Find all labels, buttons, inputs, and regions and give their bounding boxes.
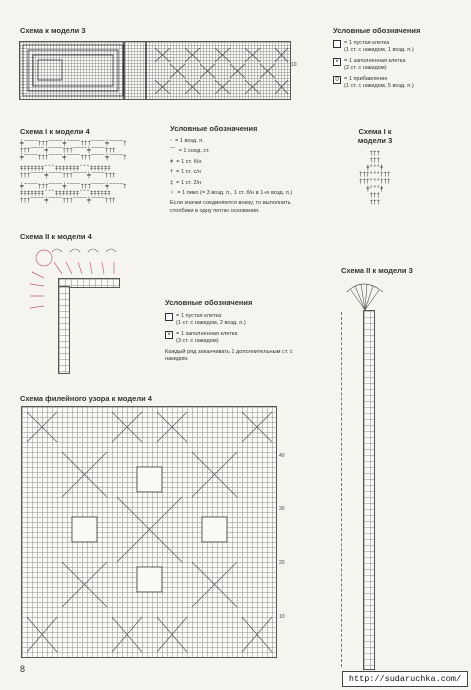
legend-mid-item-chain: ◦ = 1 возд. п.	[170, 138, 204, 144]
filet-row-20: 20	[279, 560, 285, 566]
double-crochet-icon: †	[170, 169, 174, 176]
scheme1m3-title: Схема I к модели 3	[357, 127, 393, 145]
legend-mid-item-tr: ‡ = 1 ст. 2/н	[170, 179, 202, 186]
legend-mid-item-picot: ♀ = 1 пико (= 3 возд. п., 1 ст. б/н в 1-ю возд. п.)	[170, 190, 293, 197]
scheme2m4-title: Схема II к модели 4	[20, 232, 92, 241]
scheme3-row-label: 10	[291, 62, 297, 68]
filet-row-10: 10	[279, 614, 285, 620]
empty-cell-icon	[333, 40, 341, 48]
filet-pattern	[22, 407, 276, 657]
scheme3-title: Схема к модели 3	[20, 26, 86, 35]
legend-low-item-empty: = 1 пустая клетка (1 ст. с накидом, 2 возд. п.)	[165, 313, 315, 328]
scheme1m4-pattern: ╪‾‾‾‾†††‾‾‾‾╪‾‾‾‾†††‾‾‾‾╪‾‾‾‾† †††‾‾‾‾╪‾‾‾‾†††‾‾‾‾╪‾‾‾‾††† ╪‾‾‾‾†††‾‾‾‾╪‾‾‾‾†††‾‾‾‾╪‾‾‾‾† ‡‡‡‡‡‡‡ˇˇˇ‡‡‡‡‡‡‡ˇˇˇ‡‡‡‡‡‡ †††‾‾‾‾╪‾‾‾‾†††‾‾‾‾╪‾‾‾‾††† ╪‾‾‾‾†††‾‾‾‾╪‾‾‾‾†††‾‾‾‾╪‾‾‾‾† ‡‡‡‡‡‡‡ˇˇˇ‡‡‡‡‡‡‡ˇˇˇ‡‡‡‡‡‡ †††‾‾‾‾╪‾‾‾‾†††‾‾‾‾╪‾‾‾‾†††	[20, 140, 127, 204]
scheme2m3-pattern	[337, 282, 387, 670]
scheme2m3-edge	[341, 312, 356, 667]
slip-stitch-icon: ⌒	[170, 148, 176, 155]
scheme2m3-fan	[337, 282, 387, 312]
legend-low-title: Условные обозначения	[165, 298, 253, 307]
filled-cell-icon: ×	[333, 58, 341, 66]
legend-top-item-increase: 0 = 1 прибавление (1 ст. с накидом, 5 возд. п.)	[333, 76, 468, 91]
legend-mid-title: Условные обозначения	[170, 124, 258, 133]
legend-low-note: Каждый ряд заканчивать 1 дополнительным ст. с накидом.	[165, 348, 293, 363]
filet-row-40: 40	[279, 453, 285, 459]
scheme3-grid	[19, 41, 291, 100]
filled-cell-icon: ×	[165, 331, 173, 339]
scheme2m3-title: Схема II к модели 3	[341, 266, 413, 275]
legend-mid-item-sc: ǂ = 1 ст. б/н	[170, 158, 202, 165]
picot-icon: ♀	[170, 190, 175, 197]
filet-grid	[21, 406, 277, 658]
scheme2m4-side-band	[58, 286, 70, 374]
single-crochet-icon: ǂ	[170, 158, 174, 165]
scheme2m4-drawing	[22, 244, 122, 374]
scheme2m4-pattern	[22, 244, 122, 374]
legend-top-item-empty: = 1 пустая клетка (1 ст. с накидом, 1 возд. п.)	[333, 40, 468, 55]
legend-mid	[170, 124, 310, 215]
legend-low-item-filled: × = 1 заполненная клетка (3 ст. с накидом)	[165, 331, 315, 346]
scheme2m3-strip	[363, 310, 375, 670]
legend-low	[165, 298, 315, 363]
chain-icon: ◦	[170, 138, 172, 144]
increase-icon: 0	[333, 76, 341, 84]
legend-mid-item-slip: ⌒ = 1 соед. ст.	[170, 148, 210, 155]
legend-top-title: Условные обозначения	[333, 26, 421, 35]
filet-title: Схема филейного узора к модели 4	[20, 394, 152, 403]
treble-crochet-icon: ‡	[170, 179, 174, 186]
scheme3-pattern	[20, 42, 290, 99]
legend-top	[333, 26, 468, 93]
filet-row-30: 30	[279, 506, 285, 512]
scheme1m4-title: Схема I к модели 4	[20, 127, 90, 136]
legend-top-item-filled: × = 1 заполненная клетка (2 ст. с накидом)	[333, 58, 468, 73]
empty-cell-icon	[165, 313, 173, 321]
page-number: 8	[20, 664, 26, 674]
legend-mid-note: Если значки соединяются внизу, то выполнить столбики в одну петлю основания.	[170, 200, 291, 214]
watermark-url: http://sudaruchka.com/	[342, 671, 468, 687]
legend-mid-item-dc: † = 1 ст. с/н	[170, 169, 201, 176]
scheme1m3-pattern: ††† ††† ǂ°°°ǂ †††°°°††† †††°°°††† ǂ°°°ǂ ††† †††	[359, 150, 391, 206]
